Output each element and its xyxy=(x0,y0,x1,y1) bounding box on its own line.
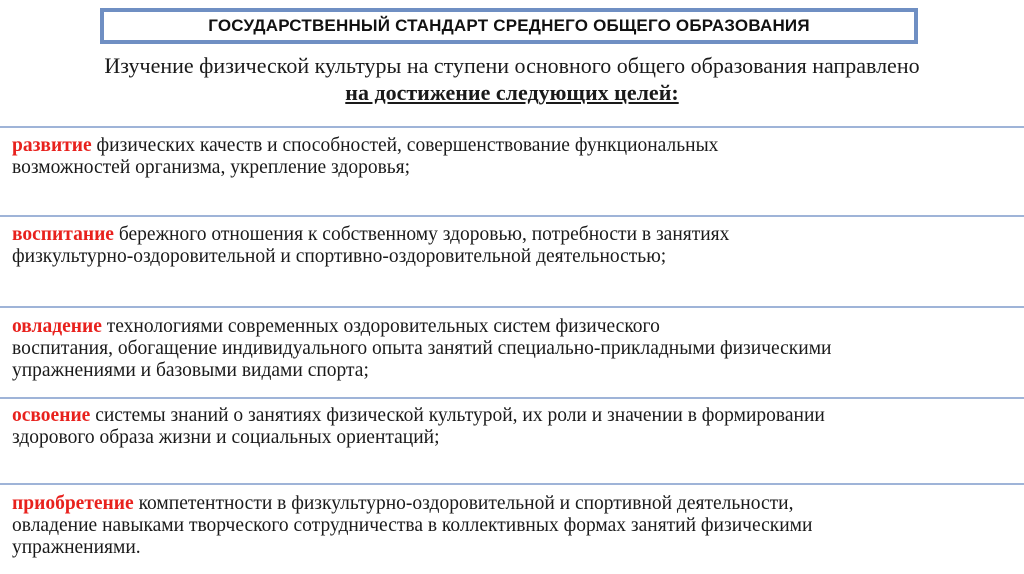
goal-keyword: овладение xyxy=(12,316,102,337)
intro-goal-heading: на достижение следующих целей: xyxy=(345,80,679,105)
goal-item-upbringing xyxy=(12,224,1012,268)
goal-text: компетентности в физкультурно-оздоровительной и спортивной деятельности, xyxy=(138,493,794,514)
divider xyxy=(0,397,1024,399)
goal-keyword: приобретение xyxy=(12,493,134,514)
intro-line-1: Изучение физической культуры на ступени основного общего образования направлено xyxy=(104,53,920,78)
goal-item-development xyxy=(12,135,1012,179)
divider xyxy=(0,215,1024,217)
goal-text: физкультурно-оздоровительной и спортивно-оздоровительной деятельностью; xyxy=(12,246,667,267)
goal-text: воспитания, обогащение индивидуального опыта занятий специально-прикладными физическими xyxy=(12,338,832,359)
goal-keyword: воспитание xyxy=(12,224,114,245)
intro-text xyxy=(0,52,1024,106)
goal-text: упражнениями. xyxy=(12,537,141,558)
divider xyxy=(0,306,1024,308)
goal-text: здорового образа жизни и социальных ориентаций; xyxy=(12,427,440,448)
goal-text: системы знаний о занятиях физической культурой, их роли и значении в формировании xyxy=(95,405,825,426)
goal-item-acquisition xyxy=(12,493,1012,559)
goal-keyword: развитие xyxy=(12,135,92,156)
goal-text: технологиями современных оздоровительных систем физического xyxy=(106,316,660,337)
goal-text: возможностей организма, укрепление здоровья; xyxy=(12,157,411,178)
page-title: ГОСУДАРСТВЕННЫЙ СТАНДАРТ СРЕДНЕГО ОБЩЕГО ОБРАЗОВАНИЯ xyxy=(100,8,918,44)
divider xyxy=(0,126,1024,128)
divider xyxy=(0,483,1024,485)
goal-keyword: освоение xyxy=(12,405,91,426)
goal-item-learning xyxy=(12,405,1012,449)
goal-text: овладение навыками творческого сотрудничества в коллективных формах занятий физическими xyxy=(12,515,813,536)
goal-text: упражнениями и базовыми видами спорта; xyxy=(12,360,369,381)
goal-text: бережного отношения к собственному здоровью, потребности в занятиях xyxy=(118,224,730,245)
goal-text: физических качеств и способностей, совершенствование функциональных xyxy=(96,135,719,156)
goal-item-mastery xyxy=(12,316,1012,382)
